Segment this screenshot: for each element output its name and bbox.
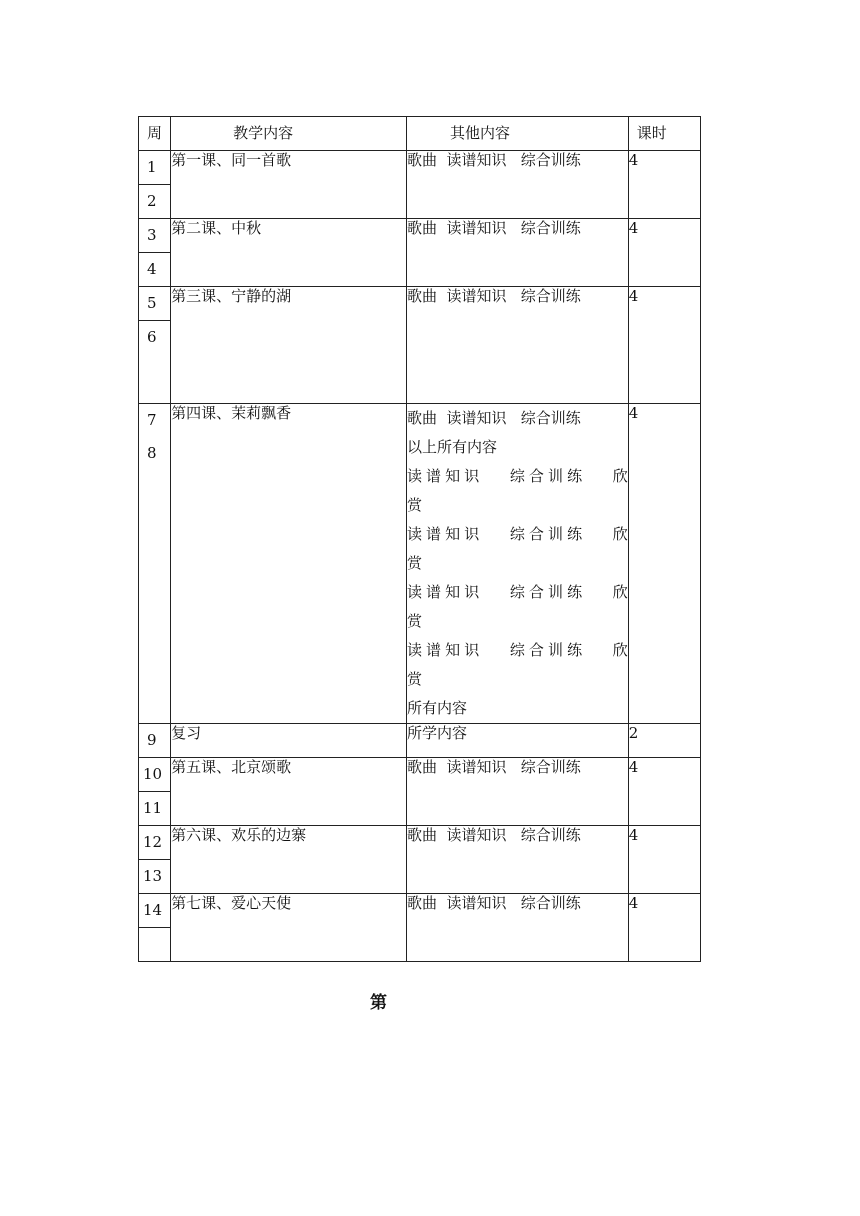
table-row xyxy=(139,826,701,860)
hours-cell: 4 xyxy=(628,404,700,724)
lesson-cell: 第一课、同一首歌 xyxy=(171,151,407,219)
week-cell: 6 xyxy=(139,321,171,404)
week-cell: 8 xyxy=(139,437,171,723)
table-row xyxy=(139,404,701,438)
table-row xyxy=(139,151,701,185)
lesson-cell: 第三课、宁静的湖 xyxy=(171,287,407,404)
table-row xyxy=(139,287,701,321)
other-line: 读谱知识 综合训练 欣 xyxy=(406,525,628,543)
other-line: 赏 xyxy=(406,612,422,630)
other-cell xyxy=(406,404,628,724)
week-cell: 3 xyxy=(139,219,171,253)
week-cell: 5 xyxy=(139,287,171,321)
hours-cell: 4 xyxy=(628,287,700,404)
other-cell: 歌曲 读谱知识 综合训练 xyxy=(406,151,628,219)
other-line: 歌曲 读谱知识 综合训练 xyxy=(406,409,581,427)
week-cell: 13 xyxy=(139,860,171,894)
other-cell: 歌曲 读谱知识 综合训练 xyxy=(406,219,628,287)
hours-cell: 4 xyxy=(628,894,700,962)
table-row xyxy=(139,724,701,758)
hours-cell: 4 xyxy=(628,219,700,287)
table-row xyxy=(139,758,701,792)
week-cell: 2 xyxy=(139,185,171,219)
other-line: 读谱知识 综合训练 欣 xyxy=(406,467,628,485)
schedule-table xyxy=(138,116,701,962)
lesson-cell: 第六课、欢乐的边寨 xyxy=(171,826,407,894)
other-line: 赏 xyxy=(406,554,422,572)
week-cell xyxy=(139,928,171,962)
other-line: 读谱知识 综合训练 欣 xyxy=(406,583,628,601)
other-line: 以上所有内容 xyxy=(406,438,497,456)
week-cell: 11 xyxy=(139,792,171,826)
other-cell: 所学内容 xyxy=(406,724,628,758)
hours-cell: 4 xyxy=(628,151,700,219)
header-hours: 课时 xyxy=(628,117,700,151)
other-line: 所有内容 xyxy=(406,699,467,717)
header-week: 周 xyxy=(139,117,171,151)
header-other: 其他内容 xyxy=(406,117,628,151)
other-cell: 歌曲 读谱知识 综合训练 xyxy=(406,758,628,826)
hours-cell: 2 xyxy=(628,724,700,758)
lesson-cell: 第四课、茉莉飘香 xyxy=(171,404,407,724)
week-cell: 1 xyxy=(139,151,171,185)
week-cell: 4 xyxy=(139,253,171,287)
other-line: 赏 xyxy=(406,496,422,514)
footer-text: 第 xyxy=(370,993,387,1013)
hours-cell: 4 xyxy=(628,826,700,894)
week-cell: 10 xyxy=(139,758,171,792)
lesson-cell: 第二课、中秋 xyxy=(171,219,407,287)
header-content: 教学内容 xyxy=(171,117,407,151)
other-cell: 歌曲 读谱知识 综合训练 xyxy=(406,826,628,894)
lesson-cell: 复习 xyxy=(171,724,407,758)
week-cell: 9 xyxy=(139,724,171,758)
week-cell: 14 xyxy=(139,894,171,928)
week-cell: 7 xyxy=(139,404,171,438)
week-cell: 12 xyxy=(139,826,171,860)
table-row xyxy=(139,894,701,928)
other-line: 读谱知识 综合训练 欣 xyxy=(406,641,628,659)
lesson-cell: 第五课、北京颂歌 xyxy=(171,758,407,826)
header-row xyxy=(139,117,701,151)
hours-cell: 4 xyxy=(628,758,700,826)
lesson-cell: 第七课、爱心天使 xyxy=(171,894,407,962)
other-line: 赏 xyxy=(406,670,422,688)
table-row xyxy=(139,219,701,253)
other-cell: 歌曲 读谱知识 综合训练 xyxy=(406,894,628,962)
other-cell: 歌曲 读谱知识 综合训练 xyxy=(406,287,628,404)
